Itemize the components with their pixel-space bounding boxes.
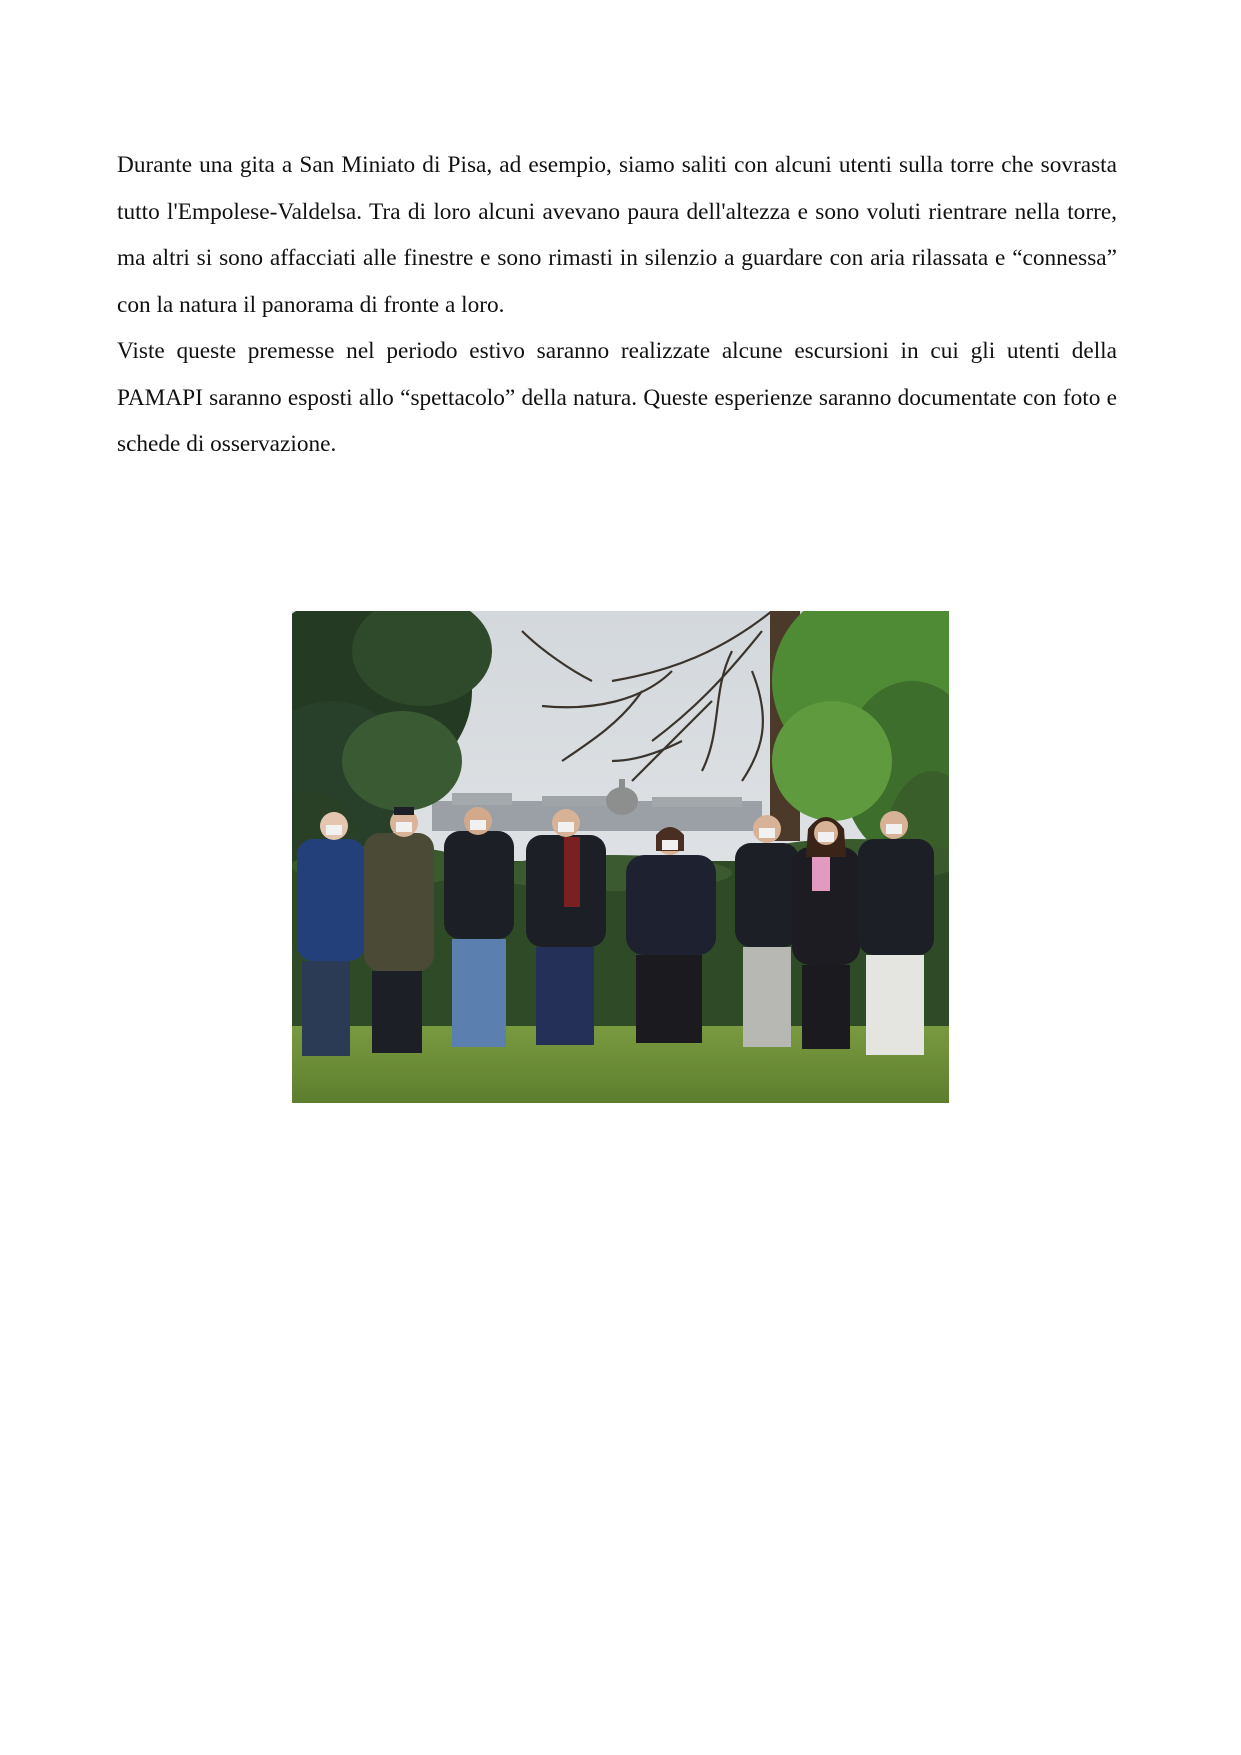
person-4: [526, 809, 606, 1045]
body-text: [117, 142, 1117, 468]
group-photo: [292, 611, 949, 1103]
person-8: [858, 811, 934, 1055]
person-7: [792, 817, 860, 1049]
paragraph-1: Durante una gita a San Miniato di Pisa, ad esempio, siamo saliti con alcuni utenti sulla torre che sovrasta tutto l'Empolese-Valdelsa. Tra di loro alcuni avevano paura dell'altezza e sono voluti rientrare nella torre, ma altri si sono affacciati alle finestre e sono rimasti in silenzio a guardare con aria rilassata e “connessa” con la natura il panorama di fronte a loro.: [117, 152, 1117, 318]
person-6: [735, 815, 799, 1047]
person-3: [444, 807, 514, 1047]
paragraph-2: Viste queste premesse nel periodo estivo saranno realizzate alcune escursioni in cui gli utenti della PAMAPI saranno esposti allo “spettacolo” della natura. Queste esperienze saranno documentate con foto e schede di osservazione.: [117, 338, 1117, 457]
group-photo-illustration: [292, 611, 949, 1103]
